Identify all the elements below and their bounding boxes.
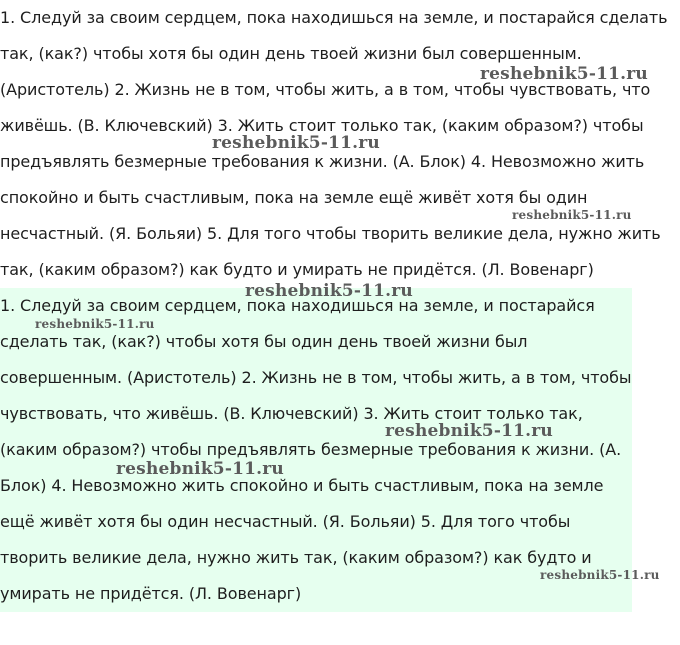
text-paragraph-2-highlighted [0,288,632,612]
watermark: reshebnik5-11.ru [35,317,155,331]
watermark: reshebnik5-11.ru [245,281,413,301]
text-line: чувствовать, что живёшь. (В. Ключевский) 3. Жить стоит только так, [0,404,583,423]
watermark: reshebnik5-11.ru [512,208,632,222]
watermark: reshebnik5-11.ru [480,64,648,84]
text-line: творить великие дела, нужно жить так, (каким образом?) как будто и [0,548,592,567]
text-line: 1. Следуй за своим сердцем, пока находишься на земле, и постарайся [0,296,595,315]
text-line: живёшь. (В. Ключевский) 3. Жить стоит только так, (каким образом?) чтобы [0,116,644,135]
text-line: спокойно и быть счастливым, пока на земле ещё живёт хотя бы один [0,188,588,207]
watermark: reshebnik5-11.ru [116,459,284,479]
text-line: сделать так, (как?) чтобы хотя бы один день твоей жизни был [0,332,528,351]
text-line: Блок) 4. Невозможно жить спокойно и быть счастливым, пока на земле [0,476,604,495]
text-line: предъявлять безмерные требования к жизни. (А. Блок) 4. Невозможно жить [0,152,645,171]
text-line: так, (как?) чтобы хотя бы один день твоей жизни был совершенным. [0,44,582,63]
watermark: reshebnik5-11.ru [540,568,660,582]
watermark: reshebnik5-11.ru [212,133,380,153]
text-line: совершенным. (Аристотель) 2. Жизнь не в том, чтобы жить, а в том, чтобы [0,368,632,387]
text-line: (каким образом?) чтобы предъявлять безмерные требования к жизни. (А. [0,440,622,459]
text-line: (Аристотель) 2. Жизнь не в том, чтобы жить, а в том, чтобы чувствовать, что [0,80,651,99]
text-line: так, (каким образом?) как будто и умирать не придётся. (Л. Вовенарг) [0,260,594,279]
text-line: несчастный. (Я. Больяи) 5. Для того чтобы творить великие дела, нужно жить [0,224,661,243]
text-line: 1. Следуй за своим сердцем, пока находишься на земле, и постарайся сделать [0,8,668,27]
watermark: reshebnik5-11.ru [385,421,553,441]
text-line: умирать не придётся. (Л. Вовенарг) [0,584,302,603]
text-line: ещё живёт хотя бы один несчастный. (Я. Больяи) 5. Для того чтобы [0,512,571,531]
